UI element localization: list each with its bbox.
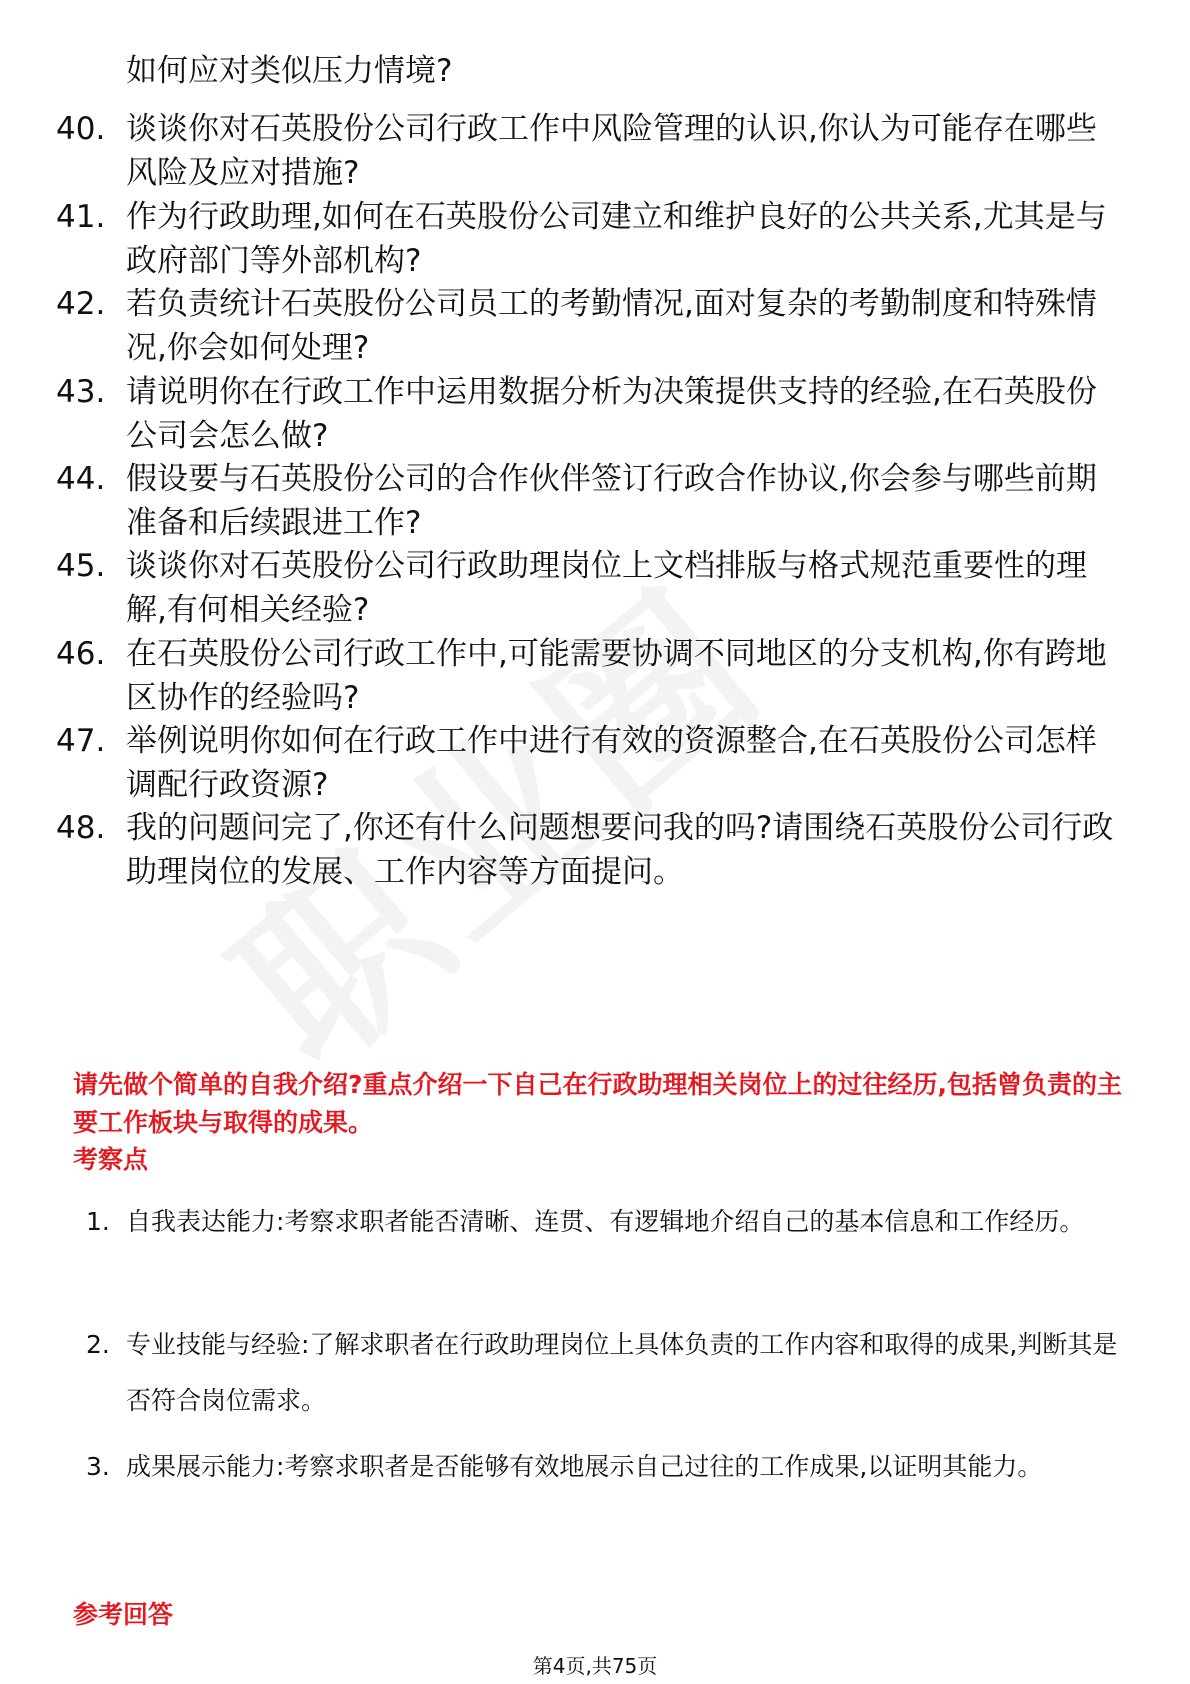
question-text: 我的问题问完了,你还有什么问题想要问我的吗?请围绕石英股份公司行政助理岗位的发展、工作内容等方面提问。 <box>126 810 1114 890</box>
question-text: 谈谈你对石英股份公司行政助理岗位上文档排版与格式规范重要性的理解,有何相关经验? <box>126 548 1087 628</box>
question-text: 在石英股份公司行政工作中,可能需要协调不同地区的分支机构,你有跨地区协作的经验吗? <box>126 636 1107 716</box>
question-item <box>56 282 1136 370</box>
points-title: 考察点 <box>73 1145 149 1174</box>
question-item <box>56 544 1136 632</box>
point-item <box>86 1194 1136 1250</box>
intro-question: 请先做个简单的自我介绍?重点介绍一下自己在行政助理相关岗位上的过往经历,包括曾负责的主要工作板块与取得的成果。 <box>73 1070 1123 1137</box>
question-continuation: 如何应对类似压力情境? <box>126 53 453 89</box>
question-text: 若负责统计石英股份公司员工的考勤情况,面对复杂的考勤制度和特殊情况,你会如何处理? <box>126 286 1097 366</box>
point-text: 专业技能与经验:了解求职者在行政助理岗位上具体负责的工作内容和取得的成果,判断其是否符合岗位需求。 <box>126 1330 1118 1415</box>
question-text: 举例说明你如何在行政工作中进行有效的资源整合,在石英股份公司怎样调配行政资源? <box>126 723 1097 803</box>
question-number: 47. <box>56 723 106 759</box>
question-number: 40. <box>56 111 106 147</box>
point-item <box>86 1439 1136 1495</box>
point-item <box>86 1317 1136 1429</box>
question-text: 谈谈你对石英股份公司行政工作中风险管理的认识,你认为可能存在哪些风险及应对措施? <box>126 111 1097 191</box>
question-number: 42. <box>56 286 106 322</box>
question-item <box>56 806 1136 894</box>
question-text: 请说明你在行政工作中运用数据分析为决策提供支持的经验,在石英股份公司会怎么做? <box>126 374 1097 454</box>
point-number: 3. <box>86 1452 110 1481</box>
question-text: 作为行政助理,如何在石英股份公司建立和维护良好的公共关系,尤其是与政府部门等外部机构? <box>126 199 1107 279</box>
question-number: 41. <box>56 199 106 235</box>
point-text: 成果展示能力:考察求职者是否能够有效地展示自己过往的工作成果,以证明其能力。 <box>126 1452 1043 1481</box>
question-number: 45. <box>56 548 106 584</box>
point-number: 2. <box>86 1330 110 1359</box>
question-item <box>56 195 1136 283</box>
question-item <box>56 107 1136 195</box>
question-number: 43. <box>56 374 106 410</box>
question-number: 44. <box>56 461 106 497</box>
point-number: 1. <box>86 1207 110 1236</box>
question-text: 假设要与石英股份公司的合作伙伴签订行政合作协议,你会参与哪些前期准备和后续跟进工作? <box>126 461 1097 541</box>
point-text: 自我表达能力:考察求职者能否清晰、连贯、有逻辑地介绍自己的基本信息和工作经历。 <box>126 1207 1085 1236</box>
question-item <box>56 457 1136 545</box>
question-number: 48. <box>56 810 106 846</box>
page-footer: 第4页,共75页 <box>532 1654 658 1678</box>
answer-title: 参考回答 <box>73 1600 174 1629</box>
question-number: 46. <box>56 636 106 672</box>
question-item <box>56 632 1136 720</box>
question-item <box>56 719 1136 807</box>
question-item <box>56 370 1136 458</box>
